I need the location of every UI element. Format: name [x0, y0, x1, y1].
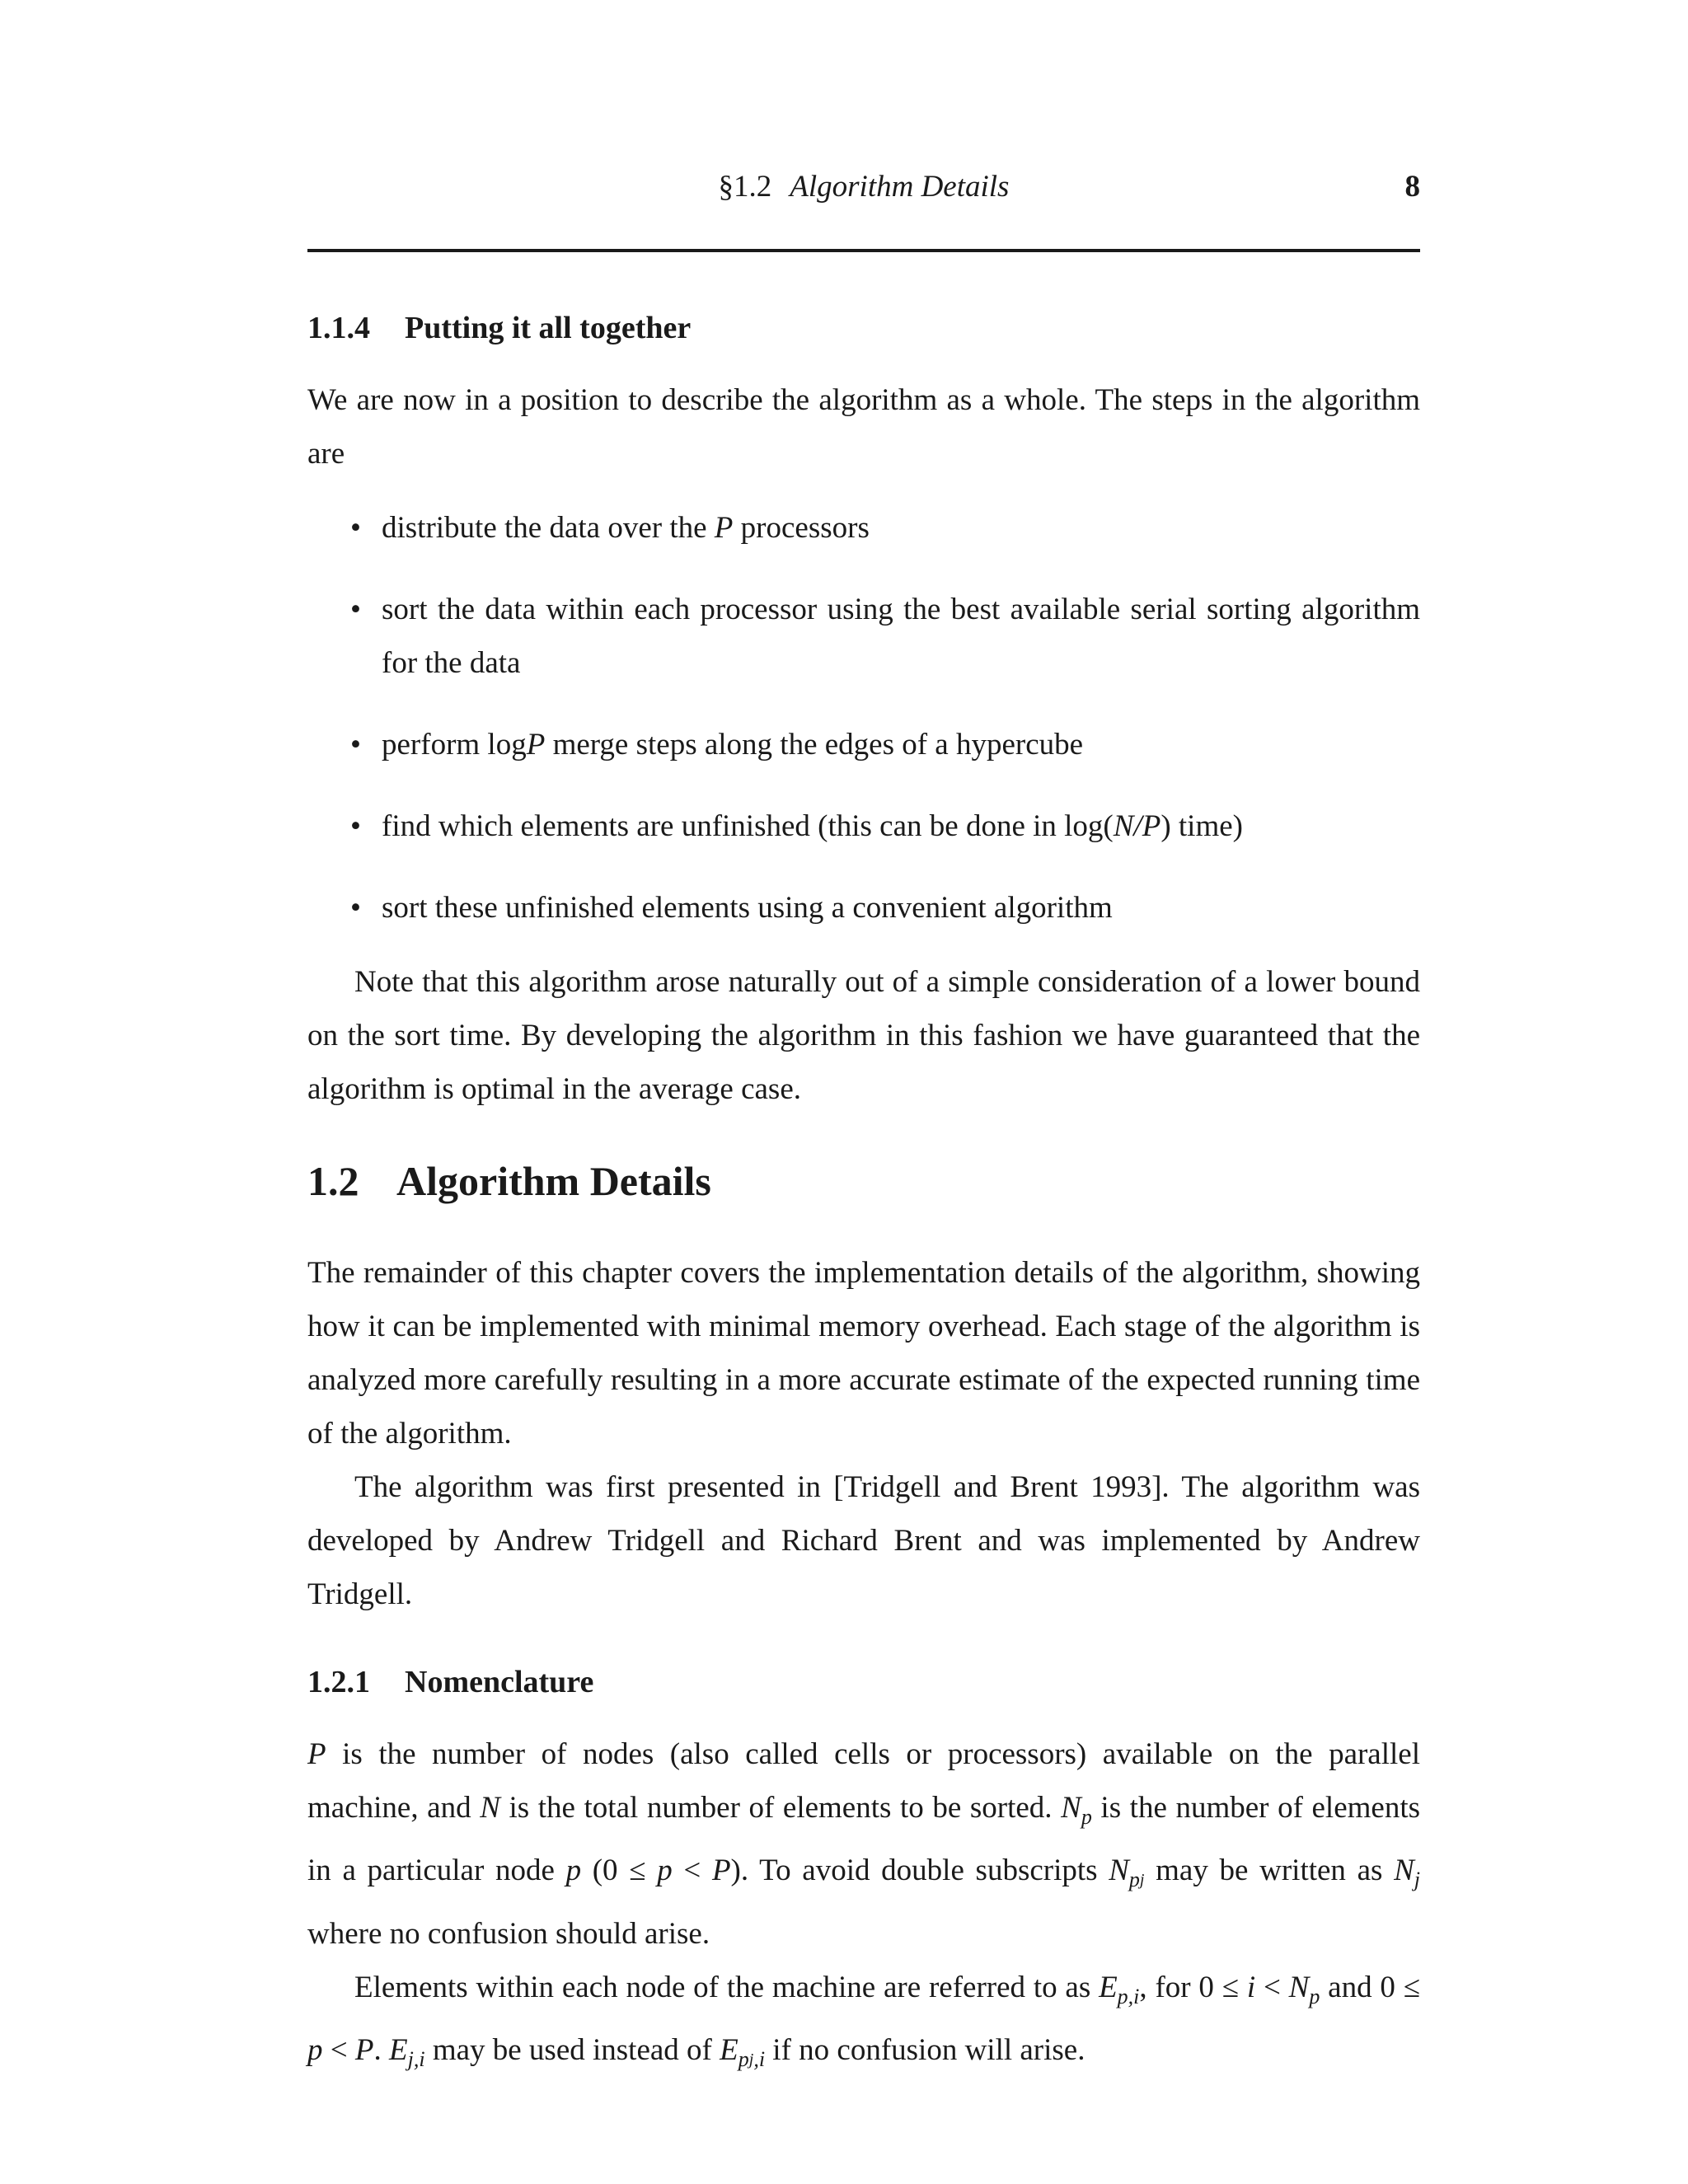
- subsection-heading-1-1-4: [307, 303, 1420, 353]
- subsection-heading-1-2-1: [307, 1657, 1420, 1707]
- page-number: 8: [1404, 170, 1420, 204]
- section-paragraph-2: The algorithm was first presented in [Tridgell and Brent 1993]. The algorithm was developed by Andrew Tridgell and Richard Brent and was implemented by Andrew Tridgell.: [307, 1470, 1420, 1611]
- section-paragraph-1: The remainder of this chapter covers the implementation details of the algorithm, showing how it can be implemented with minimal memory overhead. Each stage of the algorithm is analyzed more carefully resulting in a more accurate estimate of the expected running time of the algorithm.: [307, 1256, 1420, 1451]
- bullet-icon: •: [350, 728, 361, 762]
- list-item: • perform logP merge steps along the edges of a hypercube: [307, 718, 1420, 771]
- section-number: 1.2: [307, 1158, 359, 1204]
- subsection-title: Nomenclature: [405, 1665, 594, 1699]
- nomenclature-paragraph-2: Elements within each node of the machine are referred to as $E_{p,i}$, for $0 \le i < N_p$ and 0 ≤ p < P. $E_{j,i}$ may be used instead of $E_pj_{,i}$ if no confusion will arise.: [307, 1971, 1420, 2071]
- bullet-icon: •: [350, 593, 361, 626]
- subsection-number: 1.2.1: [307, 1665, 370, 1699]
- running-head-section-number: §1.2: [718, 170, 772, 204]
- section-title: Algorithm Details: [396, 1158, 711, 1204]
- note-paragraph: Note that this algorithm arose naturally out of a simple consideration of a lower bound on the sort time. By developing the algorithm in this fashion we have guaranteed that the algorithm is optimal in the average case.: [307, 965, 1420, 1106]
- running-head-section-title: Algorithm Details: [790, 170, 1010, 204]
- list-item: • sort the data within each processor using the best available serial sorting algorithm for the data: [307, 583, 1420, 690]
- subsection-number: 1.1.4: [307, 311, 370, 345]
- page-body: [307, 303, 1420, 2087]
- bullet-icon: •: [350, 511, 361, 545]
- list-item: • distribute the data over the P processors: [307, 501, 1420, 555]
- algorithm-steps-list: [307, 501, 1420, 935]
- nomenclature-paragraph-1: P is the number of nodes (also called cells or processors) available on the parallel machine, and N is the total number of elements to be sorted. $N_p$ is the number of elements in a particular node p (0 ≤ p < P). To avoid double subscripts $N_pj$ may be written as $N_j$ where no confusion should arise.: [307, 1737, 1421, 1951]
- subsection-title: Putting it all together: [405, 311, 692, 345]
- bullet-icon: •: [350, 891, 361, 925]
- list-item: • find which elements are unfinished (this can be done in log(N/P) time): [307, 799, 1420, 853]
- list-item: • sort these unfinished elements using a convenient algorithm: [307, 881, 1420, 935]
- running-head: [307, 169, 1420, 210]
- running-head-title: [307, 169, 1420, 204]
- section-heading-1-2: [307, 1152, 1420, 1210]
- header-rule: [307, 249, 1420, 252]
- bullet-icon: •: [350, 809, 361, 843]
- intro-paragraph: We are now in a position to describe the algorithm as a whole. The steps in the algorithm are: [307, 383, 1420, 471]
